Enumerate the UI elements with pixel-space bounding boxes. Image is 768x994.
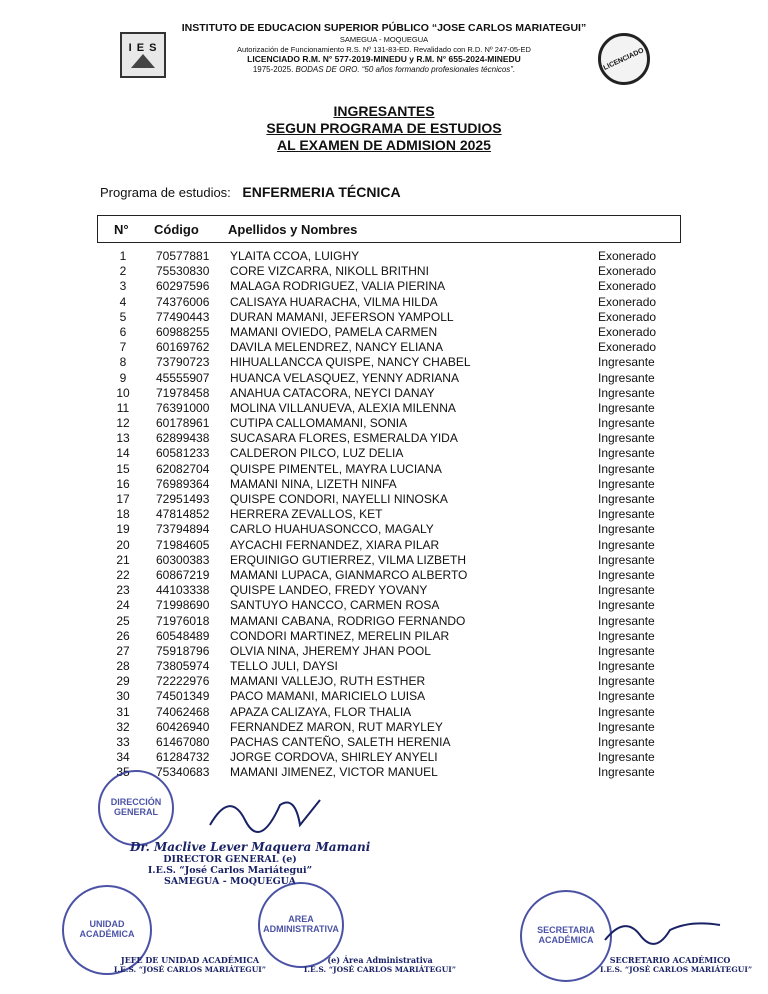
- row-status: Ingresante: [598, 613, 655, 628]
- row-number: 9: [119, 370, 127, 385]
- row-number: 5: [119, 309, 127, 324]
- row-status: Exonerado: [598, 279, 657, 294]
- row-name: SUCASARA FLORES, ESMERALDA YIDA: [230, 431, 458, 446]
- row-status: Ingresante: [598, 628, 655, 643]
- row-status: Ingresante: [598, 476, 655, 491]
- row-number: 12: [116, 416, 130, 431]
- row-code: 75918796: [156, 643, 210, 658]
- row-status: Ingresante: [598, 704, 655, 719]
- admin-institution: I.E.S. “JOSÉ CARLOS MARIÁTEGUI”: [303, 965, 457, 974]
- row-name: HUANCA VELASQUEZ, YENNY ADRIANA: [230, 370, 459, 385]
- row-name: QUISPE LANDEO, FREDY YOVANY: [230, 583, 428, 598]
- row-number: 28: [116, 659, 130, 674]
- table-row: [0, 644, 768, 659]
- row-name: AYCACHI FERNANDEZ, XIARA PILAR: [230, 537, 440, 552]
- row-code: 72222976: [156, 674, 210, 689]
- row-status: Exonerado: [598, 264, 657, 279]
- row-status: Ingresante: [598, 735, 655, 749]
- table-row: [0, 705, 768, 720]
- row-code: 61284732: [156, 750, 210, 765]
- row-number: 15: [116, 461, 130, 476]
- row-number: 14: [116, 446, 130, 461]
- row-number: 4: [119, 294, 127, 309]
- row-name: CALISAYA HUARACHA, VILMA HILDA: [230, 294, 438, 309]
- row-name: JORGE CORDOVA, SHIRLEY ANYELI: [230, 750, 438, 765]
- row-status: Ingresante: [598, 765, 655, 780]
- row-status: Ingresante: [598, 461, 655, 476]
- row-code: 60548489: [156, 628, 210, 643]
- letterhead: [0, 22, 768, 75]
- director-signature-block: [130, 840, 371, 887]
- row-number: 8: [119, 355, 127, 370]
- table-row: [0, 401, 768, 416]
- row-code: 62082704: [156, 461, 210, 476]
- table-row: [0, 538, 768, 553]
- table-row: [0, 750, 768, 765]
- row-status: Ingresante: [598, 537, 655, 552]
- row-number: 18: [116, 507, 130, 522]
- row-status: Exonerado: [598, 249, 657, 263]
- row-code: 71984605: [156, 537, 210, 552]
- row-number: 6: [119, 324, 127, 339]
- title-line-3: AL EXAMEN DE ADMISION 2025: [277, 137, 491, 153]
- secretary-stamp: [520, 890, 612, 982]
- row-status: Exonerado: [598, 294, 657, 309]
- table-row: [0, 446, 768, 461]
- table-row: [0, 249, 768, 264]
- table-row: [0, 295, 768, 310]
- table-row: [0, 340, 768, 355]
- table-row: [0, 492, 768, 507]
- row-status: Ingresante: [598, 598, 655, 613]
- row-code: 60581233: [156, 446, 210, 461]
- row-name: CORE VIZCARRA, NIKOLL BRITHNI: [230, 264, 429, 279]
- row-status: Ingresante: [598, 674, 655, 689]
- document-title: [0, 103, 768, 154]
- row-status: Ingresante: [598, 355, 655, 370]
- row-code: 70577881: [156, 249, 210, 263]
- row-status: Ingresante: [598, 492, 655, 506]
- row-number: 26: [116, 628, 130, 643]
- program-value: ENFERMERIA TÉCNICA: [242, 184, 401, 200]
- institution-location: SAMEGUA - MOQUEGUA: [339, 35, 429, 45]
- row-name: PACO MAMANI, MARICIELO LUISA: [230, 689, 426, 704]
- director-institution: I.E.S. “José Carlos Mariátegui”: [147, 865, 313, 876]
- row-name: MALAGA RODRIGUEZ, VALIA PIERINA: [230, 279, 446, 294]
- row-number: 13: [116, 431, 130, 446]
- row-code: 47814852: [156, 507, 210, 522]
- row-status: Exonerado: [598, 324, 657, 339]
- row-code: 76391000: [156, 400, 210, 415]
- row-number: 3: [119, 279, 127, 294]
- row-code: 62899438: [156, 431, 210, 446]
- admin-stamp-text: AREA ADMINISTRATIVA: [263, 914, 339, 934]
- row-code: 73790723: [156, 355, 210, 370]
- academic-role: JEFE DE UNIDAD ACADÉMICA: [120, 955, 260, 965]
- table-row: [0, 583, 768, 598]
- table-row: [0, 720, 768, 735]
- row-number: 30: [116, 689, 130, 704]
- table-row: [0, 629, 768, 644]
- table-row: [0, 310, 768, 325]
- secretary-institution: I.E.S. “JOSÉ CARLOS MARIÁTEGUI”: [600, 965, 753, 974]
- anniversary-motto: BODAS DE ORO. “50 años formando profesionales técnicos”.: [295, 64, 516, 74]
- row-name: CUTIPA CALLOMAMANI, SONIA: [230, 416, 408, 431]
- row-number: 22: [116, 567, 130, 582]
- row-code: 71978458: [156, 385, 210, 400]
- row-code: 74062468: [156, 704, 210, 719]
- table-row: [0, 355, 768, 370]
- seal-text: LICENCIADO: [602, 46, 646, 72]
- header-number: N°: [114, 222, 129, 237]
- row-status: Ingresante: [598, 643, 655, 658]
- row-name: MAMANI OVIEDO, PAMELA CARMEN: [230, 324, 438, 339]
- table-row: [0, 386, 768, 401]
- row-number: 10: [116, 385, 130, 400]
- director-location: SAMEGUA - MOQUEGUA: [163, 876, 297, 887]
- director-role: DIRECTOR GENERAL (e): [163, 854, 297, 865]
- table-body: [0, 249, 768, 781]
- table-row: [0, 264, 768, 279]
- license-text: LICENCIADO R.M. N° 577-2019-MINEDU y R.M. N° 655-2024-MINEDU: [247, 53, 521, 64]
- row-name: HIHUALLANCCA QUISPE, NANCY CHABEL: [230, 355, 471, 370]
- table-row: [0, 614, 768, 629]
- table-row: [0, 507, 768, 522]
- director-stamp-text: DIRECCIÓN GENERAL: [110, 797, 162, 817]
- row-code: 74501349: [156, 689, 210, 704]
- program-label: Programa de estudios:: [100, 185, 231, 200]
- row-number: 27: [116, 643, 130, 658]
- row-number: 34: [116, 750, 130, 765]
- authorization-text: Autorización de Funcionamiento R.S. Nº 131-83-ED. Revalidado con R.D. Nº 247-05-ED: [237, 44, 531, 54]
- director-name: Dr. Maclive Lever Maquera Mamani: [130, 840, 371, 854]
- row-number: 2: [119, 264, 127, 279]
- table-row: [0, 279, 768, 294]
- row-status: Ingresante: [598, 659, 655, 674]
- admin-signature-block: [300, 955, 460, 974]
- title-line-1: INGRESANTES: [333, 103, 435, 119]
- table-row: [0, 689, 768, 704]
- row-name: CARLO HUAHUASONCCO, MAGALY: [230, 522, 434, 537]
- row-number: 25: [116, 613, 130, 628]
- row-number: 20: [116, 537, 130, 552]
- secretary-stamp-text: SECRETARIA ACADÉMICA: [537, 925, 595, 945]
- row-code: 44103338: [156, 583, 210, 598]
- row-name: ERQUINIGO GUTIERREZ, VILMA LIZBETH: [230, 552, 467, 567]
- row-name: MAMANI NINA, LIZETH NINFA: [230, 476, 397, 491]
- admin-role: (e) Área Administrativa: [327, 955, 433, 965]
- table-row: [0, 553, 768, 568]
- row-name: PACHAS CANTEÑO, SALETH HERENIA: [230, 735, 451, 749]
- row-name: MAMANI CABANA, RODRIGO FERNANDO: [230, 613, 466, 628]
- logo-text: I E S: [128, 42, 158, 54]
- row-code: 77490443: [156, 309, 210, 324]
- row-name: MAMANI LUPACA, GIANMARCO ALBERTO: [230, 567, 468, 582]
- table-row: [0, 568, 768, 583]
- row-code: 60300383: [156, 552, 210, 567]
- secretary-role: SECRETARIO ACADÉMICO: [609, 955, 731, 965]
- row-status: Ingresante: [598, 370, 655, 385]
- row-code: 60988255: [156, 324, 210, 339]
- row-name: TELLO JULI, DAYSI: [230, 659, 338, 674]
- row-code: 72951493: [156, 492, 210, 506]
- program-row: [100, 184, 401, 200]
- header-code: Código: [154, 222, 199, 237]
- table-row: [0, 431, 768, 446]
- row-status: Ingresante: [598, 400, 655, 415]
- row-code: 73794894: [156, 522, 210, 537]
- table-row: [0, 325, 768, 340]
- row-code: 60867219: [156, 567, 210, 582]
- row-status: Ingresante: [598, 507, 655, 522]
- director-stamp: [98, 770, 174, 846]
- director-signature: [200, 785, 350, 845]
- row-code: 73805974: [156, 659, 210, 674]
- row-status: Ingresante: [598, 583, 655, 598]
- row-name: ANAHUA CATACORA, NEYCI DANAY: [230, 385, 435, 400]
- row-status: Exonerado: [598, 340, 657, 355]
- row-number: 33: [116, 735, 130, 749]
- row-number: 29: [116, 674, 130, 689]
- row-name: MOLINA VILLANUEVA, ALEXIA MILENNA: [230, 400, 456, 415]
- row-number: 23: [116, 583, 130, 598]
- row-name: QUISPE PIMENTEL, MAYRA LUCIANA: [230, 461, 442, 476]
- row-status: Ingresante: [598, 689, 655, 704]
- institution-name: INSTITUTO DE EDUCACION SUPERIOR PÚBLICO “JOSE CARLOS MARIATEGUI”: [181, 22, 587, 34]
- row-name: QUISPE CONDORI, NAYELLI NINOSKA: [230, 492, 448, 506]
- academic-stamp-text: UNIDAD ACADÉMICA: [79, 919, 135, 939]
- row-name: SANTUYO HANCCO, CARMEN ROSA: [230, 598, 440, 613]
- row-number: 32: [116, 719, 130, 734]
- table-row: [0, 477, 768, 492]
- academic-signature-block: [110, 955, 270, 974]
- secretary-signature: [600, 905, 730, 955]
- row-code: 61467080: [156, 735, 210, 749]
- title-line-2: SEGUN PROGRAMA DE ESTUDIOS: [266, 120, 502, 136]
- row-number: 21: [116, 552, 130, 567]
- row-status: Ingresante: [598, 719, 655, 734]
- row-code: 75530830: [156, 264, 210, 279]
- row-name: FERNANDEZ MARON, RUT MARYLEY: [230, 719, 443, 734]
- row-status: Ingresante: [598, 416, 655, 431]
- row-number: 19: [116, 522, 130, 537]
- row-number: 24: [116, 598, 130, 613]
- anniversary-years: 1975-2025.: [252, 64, 294, 74]
- row-code: 60297596: [156, 279, 210, 294]
- table-header: [97, 215, 681, 243]
- row-status: Exonerado: [598, 309, 657, 324]
- row-name: YLAITA CCOA, LUIGHY: [230, 249, 360, 263]
- header-names: Apellidos y Nombres: [228, 222, 358, 237]
- row-name: DAVILA MELENDREZ, NANCY ELIANA: [230, 340, 443, 355]
- row-status: Ingresante: [598, 431, 655, 446]
- row-code: 75340683: [156, 765, 210, 780]
- row-code: 60426940: [156, 719, 210, 734]
- row-status: Ingresante: [598, 446, 655, 461]
- row-name: CALDERON PILCO, LUZ DELIA: [230, 446, 404, 461]
- row-number: 11: [116, 400, 130, 415]
- row-status: Ingresante: [598, 385, 655, 400]
- anniversary-text: [0, 65, 768, 75]
- table-row: [0, 522, 768, 537]
- row-number: 35: [116, 765, 130, 780]
- row-code: 60178961: [156, 416, 210, 431]
- row-code: 71998690: [156, 598, 210, 613]
- row-name: MAMANI VALLEJO, RUTH ESTHER: [230, 674, 426, 689]
- row-number: 7: [119, 340, 127, 355]
- table-row: [0, 416, 768, 431]
- academic-institution: I.E.S. “JOSÉ CARLOS MARIÁTEGUI”: [113, 965, 267, 974]
- row-name: HERRERA ZEVALLOS, KET: [230, 507, 383, 522]
- row-status: Ingresante: [598, 750, 655, 765]
- row-number: 1: [119, 249, 127, 263]
- table-row: [0, 598, 768, 613]
- row-name: APAZA CALIZAYA, FLOR THALIA: [230, 704, 412, 719]
- row-number: 31: [116, 704, 130, 719]
- table-row: [0, 674, 768, 689]
- table-row: [0, 735, 768, 750]
- table-row: [0, 371, 768, 386]
- secretary-signature-block: [600, 955, 753, 974]
- row-name: DURAN MAMANI, JEFERSON YAMPOLL: [230, 309, 454, 324]
- row-status: Ingresante: [598, 522, 655, 537]
- row-code: 76989364: [156, 476, 210, 491]
- row-code: 71976018: [156, 613, 210, 628]
- row-code: 60169762: [156, 340, 210, 355]
- row-name: MAMANI JIMENEZ, VICTOR MANUEL: [230, 765, 438, 780]
- row-status: Ingresante: [598, 567, 655, 582]
- row-name: CONDORI MARTINEZ, MERELIN PILAR: [230, 628, 450, 643]
- row-code: 45555907: [156, 370, 210, 385]
- table-row: [0, 462, 768, 477]
- row-number: 16: [116, 476, 130, 491]
- row-name: OLVIA NINA, JHEREMY JHAN POOL: [230, 643, 431, 658]
- table-row: [0, 659, 768, 674]
- row-code: 74376006: [156, 294, 210, 309]
- row-number: 17: [116, 492, 130, 506]
- row-status: Ingresante: [598, 552, 655, 567]
